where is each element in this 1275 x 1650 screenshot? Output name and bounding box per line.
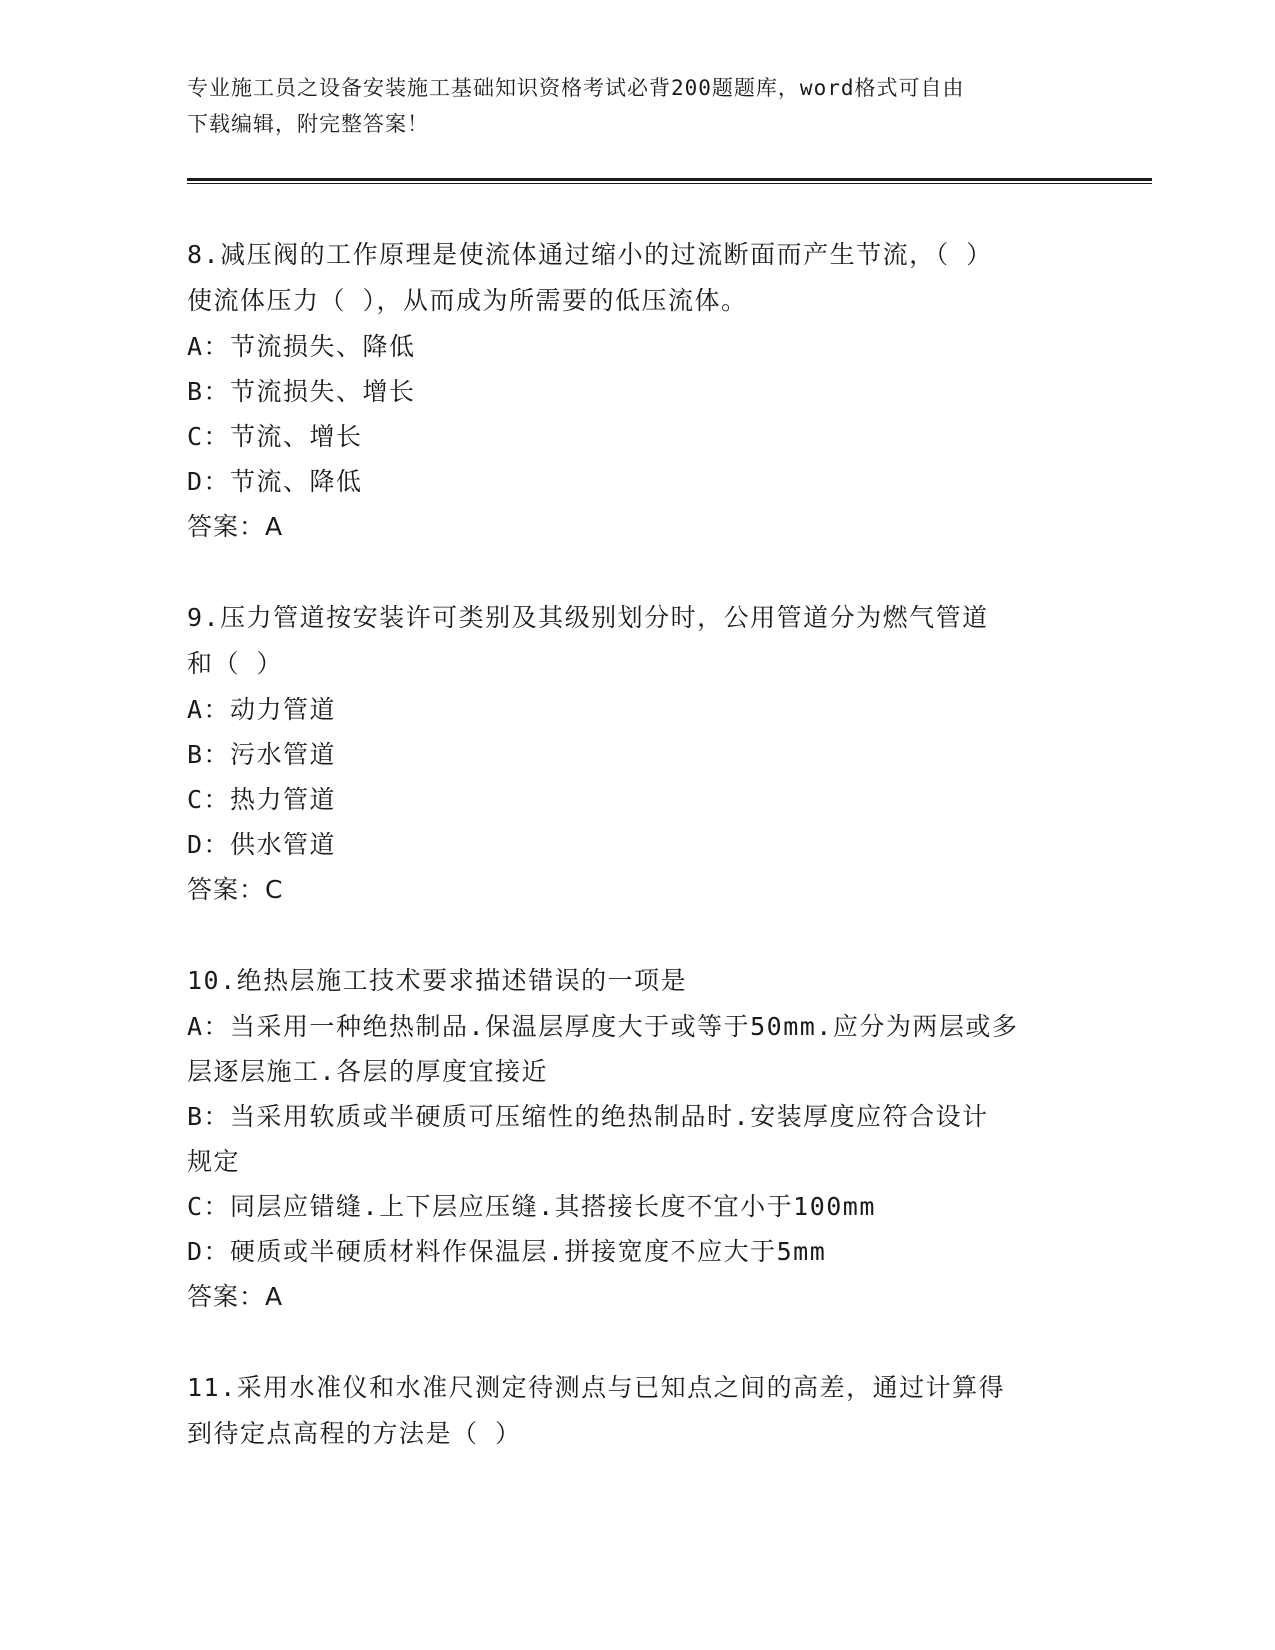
question-text: 和（ ） xyxy=(187,649,284,678)
option-c: C：节流、增长 xyxy=(187,422,363,451)
document-header xyxy=(187,70,1077,142)
question-9 xyxy=(187,595,1087,912)
option-a: A：当采用一种绝热制品.保温层厚度大于或等于50mm.应分为两层或多 xyxy=(187,1012,1019,1041)
option-d: D：供水管道 xyxy=(187,830,337,859)
option-b: B：当采用软质或半硬质可压缩性的绝热制品时.安装厚度应符合设计 xyxy=(187,1102,989,1131)
option-b: B：污水管道 xyxy=(187,740,337,769)
option-b-continued: 规定 xyxy=(187,1147,241,1176)
question-text: 8.减压阀的工作原理是使流体通过缩小的过流断面而产生节流，（ ） xyxy=(187,240,993,269)
header-line-1: 专业施工员之设备安装施工基础知识资格考试必背200题题库，word格式可自由 xyxy=(187,76,965,100)
question-text: 10.绝热层施工技术要求描述错误的一项是 xyxy=(187,966,688,995)
header-line-2: 下载编辑，附完整答案！ xyxy=(187,112,429,136)
question-8 xyxy=(187,232,1087,549)
option-a-continued: 层逐层施工.各层的厚度宜接近 xyxy=(187,1057,549,1086)
answer: 答案：A xyxy=(187,1282,284,1311)
answer: 答案：C xyxy=(187,875,284,904)
question-10 xyxy=(187,958,1087,1319)
option-c: C：热力管道 xyxy=(187,785,337,814)
option-d: D：节流、降低 xyxy=(187,467,363,496)
option-c: C：同层应错缝.上下层应压缝.其搭接长度不宜小于100mm xyxy=(187,1192,876,1221)
question-text: 使流体压力（ ），从而成为所需要的低压流体。 xyxy=(187,286,748,315)
question-text: 11.采用水准仪和水准尺测定待测点与已知点之间的高差，通过计算得 xyxy=(187,1373,1006,1402)
option-d: D：硬质或半硬质材料作保温层.拼接宽度不应大于5mm xyxy=(187,1237,827,1266)
option-a: A：动力管道 xyxy=(187,695,337,724)
question-text: 到待定点高程的方法是（ ） xyxy=(187,1419,522,1448)
option-b: B：节流损失、增长 xyxy=(187,377,416,406)
option-a: A：节流损失、降低 xyxy=(187,332,416,361)
question-11 xyxy=(187,1365,1087,1457)
header-divider-thick xyxy=(187,178,1152,181)
header-divider-thin xyxy=(187,183,1152,184)
question-text: 9.压力管道按安装许可类别及其级别划分时，公用管道分为燃气管道 xyxy=(187,603,989,632)
answer: 答案：A xyxy=(187,512,284,541)
